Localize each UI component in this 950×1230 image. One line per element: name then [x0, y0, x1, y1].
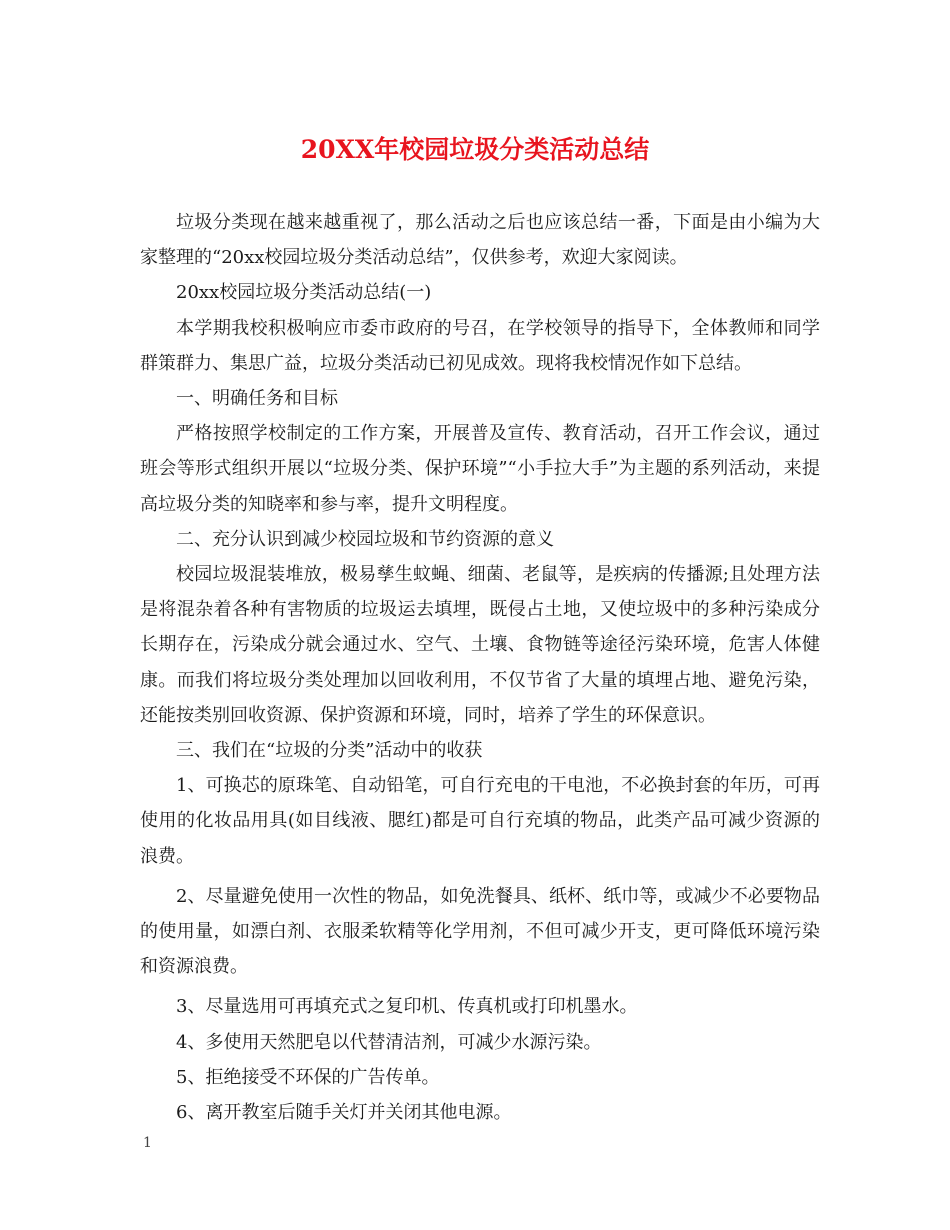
paragraph-subtitle: 20xx校园垃圾分类活动总结(一) — [176, 282, 432, 304]
paragraph-overview: 本学期我校积极响应市委市政府的号召，在学校领导的指导下，全体教师和同学群策群力、集思广益，垃圾分类活动已初见成效。现将我校情况作如下总结。 — [140, 317, 820, 374]
section-heading-1: 一、明确任务和目标 — [176, 388, 338, 410]
document-body — [140, 205, 820, 1130]
list-item-4: 4、多使用天然肥皂以代替清洁剂，可减少水源污染。 — [176, 1031, 602, 1053]
section-heading-2: 二、充分认识到减少校园垃圾和节约资源的意义 — [176, 528, 554, 550]
document-title: 20XX年校园垃圾分类活动总结 — [300, 135, 650, 164]
list-item-2: 2、尽量避免使用一次性的物品，如免洗餐具、纸杯、纸巾等，或减少不必要物品的使用量，如漂白剂、衣服柔软精等化学用剂，不但可减少开支，更可降低环境污染和资源浪费。 — [140, 885, 820, 978]
list-item-3: 3、尽量选用可再填充式之复印机、传真机或打印机墨水。 — [176, 996, 638, 1018]
page-number: 1 — [143, 1135, 152, 1151]
list-item-6: 6、离开教室后随手关灯并关闭其他电源。 — [176, 1102, 512, 1124]
paragraph-intro: 垃圾分类现在越来越重视了，那么活动之后也应该总结一番，下面是由小编为大家整理的“20xx校园垃圾分类活动总结”，仅供参考，欢迎大家阅读。 — [140, 212, 820, 269]
section-heading-3: 三、我们在“垃圾的分类”活动中的收获 — [176, 740, 483, 762]
paragraph-section-1: 严格按照学校制定的工作方案，开展普及宣传、教育活动，召开工作会议，通过班会等形式组织开展以“垃圾分类、保护环境”“小手拉大手”为主题的系列活动，来提高垃圾分类的知晓率和参与率，提升文明程度。 — [140, 423, 820, 515]
list-item-5: 5、拒绝接受不环保的广告传单。 — [176, 1066, 440, 1088]
list-item-1: 1、可换芯的原珠笔、自动铅笔，可自行充电的干电池，不必换封套的年历，可再使用的化妆品用具(如目线液、腮红)都是可自行充填的物品，此类产品可减少资源的浪费。 — [140, 775, 820, 867]
paragraph-section-2: 校园垃圾混装堆放，极易孳生蚊蝇、细菌、老鼠等，是疾病的传播源;且处理方法是将混杂着各种有害物质的垃圾运去填埋，既侵占土地，又使垃圾中的多种污染成分长期存在，污染成分就会通过水、空气、土壤、食物链等途径污染环境，危害人体健康。而我们将垃圾分类处理加以回收利用，不仅节省了大量的填埋占地、避免污染，还能按类别回收资源、保护资源和环境，同时，培养了学生的环保意识。 — [140, 564, 820, 726]
